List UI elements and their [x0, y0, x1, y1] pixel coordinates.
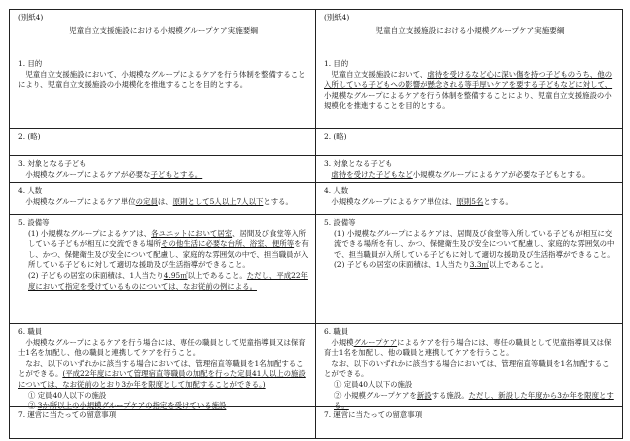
list-item: ① 定員40人以下の施設: [28, 390, 107, 400]
section-facilities: [324, 218, 616, 271]
section-heading: 5. 設備等: [18, 218, 50, 227]
row-divider: [10, 155, 622, 156]
section-omitted: [324, 132, 616, 143]
section-heading: 2. (略): [324, 132, 347, 141]
attachment-label: (別紙4): [18, 13, 44, 22]
section-heading: 5. 設備等: [324, 218, 356, 227]
section-target-children: [18, 159, 309, 180]
section-text: 小規模なグループによるケア単位の定員は、原則として5人以上7人以下とする。: [25, 196, 293, 206]
section-capacity: [18, 186, 309, 207]
facility-item-1: (1) 小規模なグループによるケアは、各ユニットにおいて居室、居間及び食堂等入所している子どもが相互に交流できる場所その他生活に必要な台所、浴室、便所等を有し、かつ、保健衛生及び安全について配慮し、家庭的な雰囲気の中で、担当職員が入所している子どもに対して適切な援助及び生活指導ができること。: [28, 228, 309, 270]
row-divider: [10, 406, 622, 407]
section-text: 児童自立支援施設において、虐待を受けるなど心に深い傷を持つ子どものうち、他の入所している子どもへの影響が懸念される等手厚いケアを要する子どもなどに対して、小規模なグループによるケアを行う体制を整備することにより、児童自立支援施設の小規模化を推進することを目的とする。: [324, 69, 613, 111]
section-heading: 6. 職員: [324, 327, 349, 336]
section-heading: 6. 職員: [18, 327, 43, 336]
section-heading: 3. 対象となる子ども: [18, 159, 87, 168]
list-item: ① 定員40人以下の施設: [334, 379, 413, 389]
section-purpose: [324, 59, 616, 112]
section-text: なお、以下のいずれかに該当する場合においては、管理宿直等職員を1名加配することができる。: [324, 358, 610, 379]
section-text: 小規模なグループによるケアが必要な子どもとする。: [25, 169, 203, 179]
section-notes: [324, 410, 616, 421]
document-title: 児童自立支援施設における小規模グループケア実施要綱: [68, 26, 258, 35]
section-notes: [18, 410, 309, 421]
facility-item-1: (1) 小規模なグループによるケアは、居間及び食堂等入所している子どもが相互に交流できる場所を有し、かつ、保健衛生及び安全について配慮し、家庭的な雰囲気の中で、担当職員が入所している子どもに対して適切な援助及び生活指導ができること。: [334, 228, 615, 259]
facility-item-2: (2) 子どもの居室の床面積は、1人当たり3.3㎡以上であること。: [334, 260, 549, 270]
section-staff: [18, 327, 309, 412]
section-text: 児童自立支援施設において、小規模なグループによるケアを行う体制を整備することにより、児童自立支援施設の小規模化を推進することを目的とする。: [18, 69, 306, 90]
section-target-children: [324, 159, 616, 180]
row-divider: [10, 323, 622, 324]
row-divider: [10, 182, 622, 183]
row-divider: [10, 128, 622, 129]
document-title: 児童自立支援施設における小規模グループケア実施要綱: [375, 26, 565, 35]
section-text: 小規模グループケアによるケアを行う場合には、専任の職員として児童指導員又は保育士1名を加配し、他の職員と連携してケアを行うこと。: [324, 337, 612, 358]
section-text: 小規模なグループによるケアを行う場合には、専任の職員として児童指導員又は保育士1名を加配し、他の職員と連携してケアを行うこと。: [18, 337, 306, 358]
section-omitted: [18, 132, 309, 143]
section-heading: 7. 運営に当たっての留意事項: [18, 410, 117, 419]
left-column: [10, 10, 316, 438]
right-column: [316, 10, 622, 438]
section-text: 小規模なグループによるケア単位は、原則5名とする。: [331, 196, 513, 206]
list-item: ② 小規模グループケアを新設する施設。ただし、新設した年度から3か年を限度とする。: [334, 390, 614, 411]
section-purpose: [18, 59, 309, 91]
section-heading: 1. 目的: [324, 59, 349, 68]
section-heading: 4. 人数: [324, 186, 349, 195]
section-text: 虐待を受けた子どもなど小規模なグループによるケアが必要な子どもとする。: [331, 169, 590, 179]
section-heading: 7. 運営に当たっての留意事項: [324, 410, 423, 419]
section-text: なお、以下のいずれかに該当する場合においては、管理宿直等職員を1名加配することができる。(平成22年度において管理宿直等職員の加配を行った定員41人以上の施設については、なお従前のとおり3か年を限度として加配することができる。): [18, 358, 306, 389]
row-divider: [10, 214, 622, 215]
section-heading: 1. 目的: [18, 59, 43, 68]
section-staff: [324, 327, 616, 412]
section-heading: 4. 人数: [18, 186, 43, 195]
section-heading: 3. 対象となる子ども: [324, 159, 393, 168]
facility-item-2: (2) 子どもの居室の床面積は、1人当たり4.95㎡以上であること。ただし、平成22年度において指定を受けているものについては、なお従前の例による。: [28, 270, 308, 291]
list-item: ② 3か所以上の小規模グループケアの指定を受けている施設: [28, 401, 227, 411]
section-capacity: [324, 186, 616, 207]
section-facilities: [18, 218, 309, 292]
attachment-label: (別紙4): [324, 13, 350, 22]
section-heading: 2. (略): [18, 132, 41, 141]
comparison-table: [9, 9, 623, 439]
